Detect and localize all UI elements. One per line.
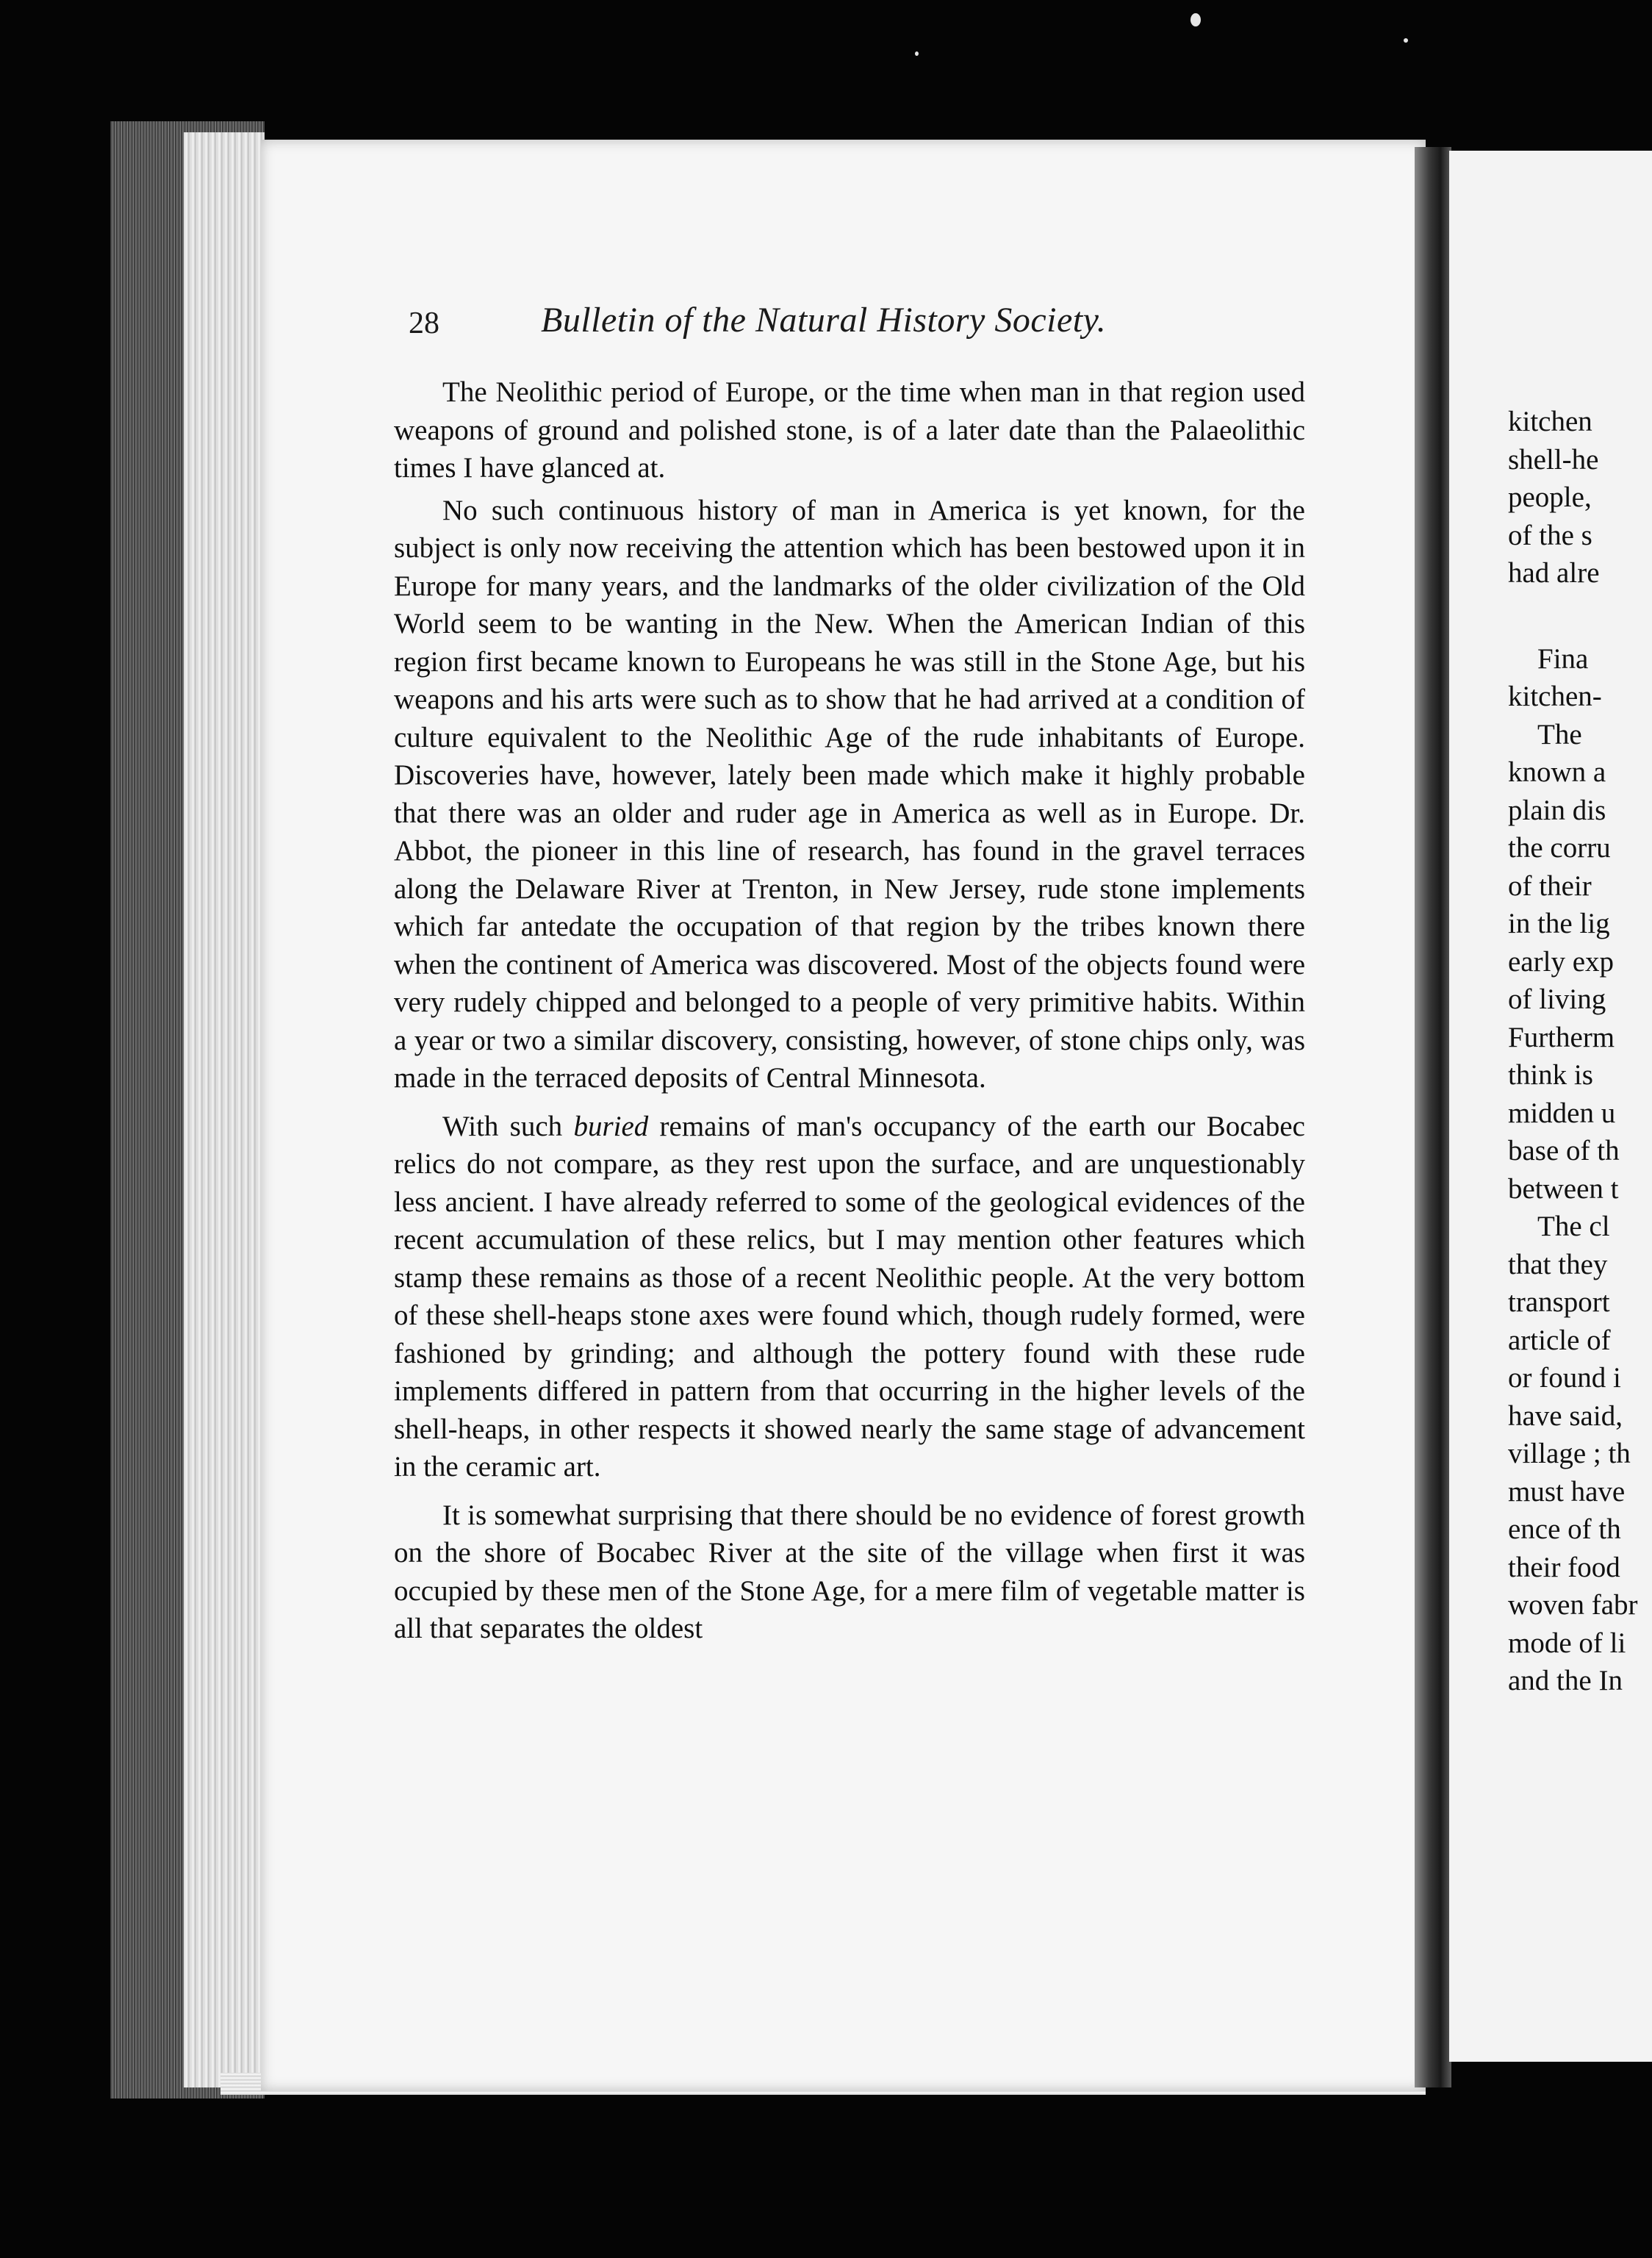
facing-line: midden u [1508, 1097, 1616, 1129]
dust-speck [915, 51, 919, 56]
emphasis-buried: buried [573, 1110, 649, 1142]
running-title: Bulletin of the Natural History Society. [541, 301, 1107, 340]
facing-line: The cl [1537, 1211, 1610, 1242]
facing-line: kitchen [1508, 406, 1592, 437]
facing-line: between t [1508, 1172, 1619, 1205]
page-number: 28 [409, 307, 439, 340]
facing-line: of their [1508, 870, 1592, 902]
facing-line-blank [1508, 592, 1652, 640]
facing-line: woven fabr [1508, 1589, 1638, 1621]
paragraph-buried-rest: remains of man's occupancy of the earth our Bocabec relics do not compare, as they rest upon the surface, and are unquestionably less ancient. I have already referred to some of the geological evidences of the recent accumulation of these relics, but I may mention other features which stamp these remains as those of a recent Neolithic people. At the very bottom of these shell-heaps stone axes were found which, though rudely formed, were fashioned by grinding; and although the pottery found with these rude implements differed in pattern from that occurring in the higher levels of the shell-heaps, in other respects it showed nearly the same stage of advancement in the ceramic art. [394, 1110, 1305, 1483]
paragraph-buried-remains [394, 1108, 1305, 1486]
facing-line: of the s [1508, 519, 1592, 551]
facing-line: shell-he [1508, 443, 1599, 476]
facing-line: have said, [1508, 1399, 1623, 1432]
paragraph-history: No such continuous history of man in America is yet known, for the subject is only now receiving the attention which has been bestowed upon it in Europe for many years, and the landmarks of the older civilization of the Old World seem to be wanting in the New. When the American Indian of this region first became known to Europeans he was still in the Stone Age, but his weapons and his arts were such as to show that he had arrived at a condition of culture equivalent to the Neolithic Age of the rude inhabitants of Europe. Discoveries have, however, lately been made which make it highly probable that there was an older and ruder age in America as well as in Europe. Dr. Abbot, the pioneer in this line of research, has found in the gravel terraces along the Delaware River at Trenton, in New Jersey, rude stone implements which far antedate the occupation of that region by the tribes known there when the continent of America was discovered. Most of the objects found were very rudely chipped and belonged to a people of very primitive habits. Within a year or two a similar discovery, consisting, however, of stone chips only, was made in the terraced deposits of Central Minnesota. [394, 494, 1305, 1094]
facing-line: village ; th [1508, 1438, 1631, 1469]
facing-line: The [1537, 718, 1582, 750]
facing-line: and the In [1508, 1665, 1623, 1696]
facing-line: their food [1508, 1551, 1620, 1583]
page-body [394, 373, 1305, 1648]
facing-line: the corru [1508, 832, 1611, 864]
facing-line: transport [1508, 1286, 1610, 1318]
facing-line: known a [1508, 756, 1606, 788]
dust-speck [1190, 13, 1201, 26]
facing-line: of living [1508, 983, 1606, 1015]
facing-line: mode of li [1508, 1627, 1626, 1659]
facing-line: that they [1508, 1248, 1608, 1280]
facing-line: think is [1508, 1059, 1593, 1091]
page-block-edges-light [184, 132, 265, 2087]
facing-line: Furtherm [1508, 1021, 1615, 1053]
facing-line: people, [1508, 481, 1592, 513]
paragraph-buried-start: With such [442, 1110, 574, 1142]
facing-line: or found i [1508, 1362, 1621, 1394]
dust-speck [1404, 38, 1408, 43]
page-header [409, 300, 1290, 351]
paragraph-neolithic: The Neolithic period of Europe, or the time when man in that region used weapons of ground and polished stone, is of a later date than the Palaeolithic times I have glanced at. [394, 376, 1305, 484]
facing-line: plain dis [1508, 794, 1606, 826]
facing-line: article of [1508, 1324, 1611, 1356]
facing-page-text [1508, 403, 1652, 1700]
paragraph-forest-growth: It is somewhat surprising that there should be no evidence of forest growth on the shore of Bocabec River at the site of the village when first it was occupied by these men of the Stone Age, for a mere film of vegetable matter is all that separates the oldest [394, 1499, 1305, 1644]
facing-line: ence of th [1508, 1513, 1621, 1545]
facing-line: base of th [1508, 1135, 1620, 1166]
book-gutter [1415, 147, 1451, 2087]
facing-line: early exp [1508, 945, 1615, 978]
facing-line: Fina [1537, 642, 1589, 675]
facing-line: had alre [1508, 557, 1600, 589]
facing-line: must have [1508, 1475, 1626, 1508]
facing-line: kitchen- [1508, 681, 1602, 712]
facing-line: in the lig [1508, 908, 1610, 939]
